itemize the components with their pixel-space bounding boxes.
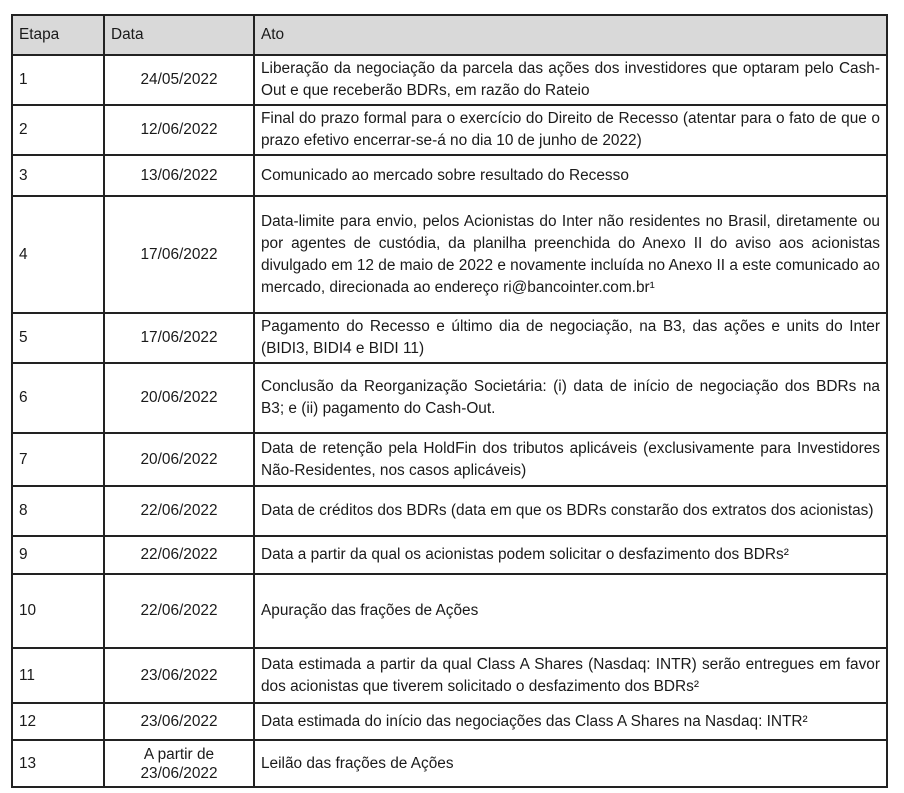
cell-etapa: 7: [12, 433, 104, 486]
cell-data: 22/06/2022: [104, 536, 254, 574]
cell-etapa: 12: [12, 703, 104, 740]
header-ato: Ato: [254, 15, 887, 55]
table-header-row: [12, 15, 887, 55]
cell-ato: Liberação da negociação da parcela das ações dos investidores que optaram pelo Cash-Out e que receberão BDRs, em razão do Rateio: [254, 55, 887, 105]
table-row: [12, 196, 887, 313]
table-row: [12, 536, 887, 574]
cell-data: 20/06/2022: [104, 433, 254, 486]
cell-ato: Final do prazo formal para o exercício do Direito de Recesso (atentar para o fato de que o prazo efetivo encerrar-se-á no dia 10 de junho de 2022): [254, 105, 887, 155]
cell-data: 17/06/2022: [104, 196, 254, 313]
cell-data: 24/05/2022: [104, 55, 254, 105]
cell-ato: Leilão das frações de Ações: [254, 740, 887, 787]
cell-etapa: 4: [12, 196, 104, 313]
table-row: [12, 55, 887, 105]
cell-data: 23/06/2022: [104, 703, 254, 740]
cell-data: 20/06/2022: [104, 363, 254, 433]
cell-data: 22/06/2022: [104, 486, 254, 536]
cell-etapa: 5: [12, 313, 104, 363]
cell-ato: Data de retenção pela HoldFin dos tributos aplicáveis (exclusivamente para Investidores Não-Residentes, nos casos aplicáveis): [254, 433, 887, 486]
table-row: [12, 486, 887, 536]
table-row: [12, 574, 887, 648]
cell-data: 13/06/2022: [104, 155, 254, 196]
cell-etapa: 2: [12, 105, 104, 155]
table-row: [12, 105, 887, 155]
cell-data: [104, 740, 254, 787]
cell-ato: Pagamento do Recesso e último dia de negociação, na B3, das ações e units do Inter (BIDI3, BIDI4 e BIDI 11): [254, 313, 887, 363]
table-row: [12, 740, 887, 787]
cell-data: 12/06/2022: [104, 105, 254, 155]
cell-ato: Apuração das frações de Ações: [254, 574, 887, 648]
cell-data: 17/06/2022: [104, 313, 254, 363]
cell-etapa: 10: [12, 574, 104, 648]
table-row: [12, 155, 887, 196]
cell-ato: Conclusão da Reorganização Societária: (i) data de início de negociação dos BDRs na B3; e (ii) pagamento do Cash-Out.: [254, 363, 887, 433]
cell-data: 22/06/2022: [104, 574, 254, 648]
cell-data: 23/06/2022: [104, 648, 254, 703]
cell-etapa: 9: [12, 536, 104, 574]
table-row: [12, 363, 887, 433]
table-row: [12, 433, 887, 486]
schedule-table: [11, 14, 888, 788]
cell-data-line1: A partir de: [143, 745, 215, 763]
cell-ato: Data de créditos dos BDRs (data em que os BDRs constarão dos extratos dos acionistas): [254, 486, 887, 536]
header-data: Data: [104, 15, 254, 55]
cell-etapa: 6: [12, 363, 104, 433]
cell-etapa: 11: [12, 648, 104, 703]
table-row: [12, 703, 887, 740]
cell-data-line2: 23/06/2022: [140, 764, 218, 782]
cell-etapa: 8: [12, 486, 104, 536]
cell-ato: Data a partir da qual os acionistas podem solicitar o desfazimento dos BDRs²: [254, 536, 887, 574]
cell-ato: Data estimada a partir da qual Class A Shares (Nasdaq: INTR) serão entregues em favor dos acionistas que tiverem solicitado o desfazimento dos BDRs²: [254, 648, 887, 703]
header-etapa: Etapa: [12, 15, 104, 55]
cell-etapa: 3: [12, 155, 104, 196]
table-row: [12, 648, 887, 703]
cell-ato: Comunicado ao mercado sobre resultado do Recesso: [254, 155, 887, 196]
cell-ato: Data-limite para envio, pelos Acionistas do Inter não residentes no Brasil, diretamente ou por agentes de custódia, da planilha preenchida do Anexo II do aviso aos acionistas divulgado em 12 de maio de 2022 e novamente incluída no Anexo II a este comunicado ao mercado, direcionada ao endereço ri@bancointer.com.br¹: [254, 196, 887, 313]
table-row: [12, 313, 887, 363]
cell-etapa: 1: [12, 55, 104, 105]
cell-etapa: 13: [12, 740, 104, 787]
cell-ato: Data estimada do início das negociações das Class A Shares na Nasdaq: INTR²: [254, 703, 887, 740]
